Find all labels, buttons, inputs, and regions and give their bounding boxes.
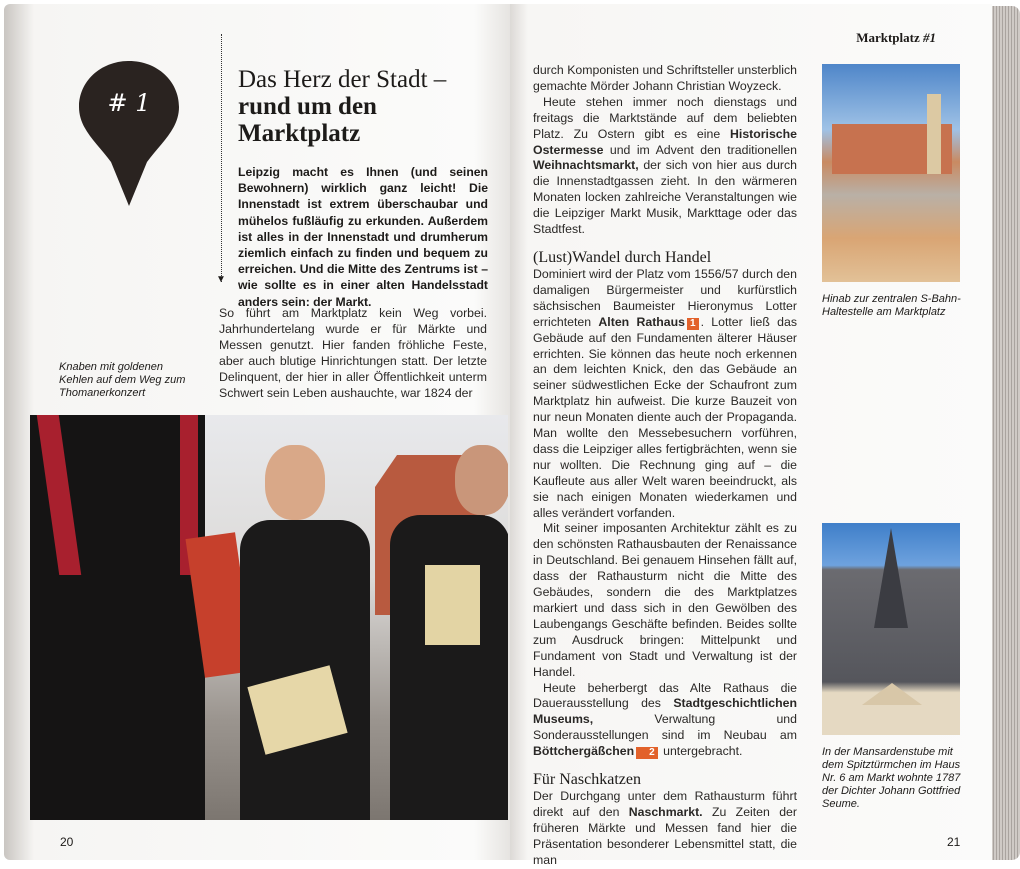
page-number-right: 21 [947,835,961,849]
map-marker-2: 2 [636,747,658,759]
subheading: Für Naschkatzen [533,771,641,789]
right-page [510,4,992,867]
running-head: Marktplatz #1 [856,30,936,45]
chapter-pin-icon [79,61,179,206]
page-number-left: 20 [60,835,74,849]
arrow-down-icon: ▼ [216,274,226,285]
body-text-right: durch Komponisten und Schriftsteller unsterblich gemachte Mörder Johann Christian Woyzeck. Heute stehen immer noch dienstags und freitags die Marktstände auf dem beliebten Platz. Zu Ostern gibt es eine Historische Ostermesse und im Advent den traditionellen Weihnachtsmarkt, der sich von hier aus durch die Innenstadtgassen zieht. In den wärmeren Monaten locken zahlreiche Veranstaltungen wie die Leipziger Markt Musik, Markttage oder das Stadtfest. (Lust)Wandel durch Handel Dominiert wird der Platz vom 1556/57 durch den damaligen Bürgermeister und kurfürstlich sächsischen Baumeister Hieronymus Lotter errichteten Alten Rathaus 1 . Lotter ließ das Gebäude auf den Fundamenten älterer Häuser errichten. Sie können das heute noch erkennen an dem leichten Knick, den das Gebäude an seiner südwestlichen Ecke der Schaufront zum Marktplatz hin aufweist. Die kurze Bauzeit von nur neun Monaten diente auch der Propaganda. Man wollte den Messebesuchern vorführen, dass die Leipziger alles fertigbrächten, wenn sie nur wollten. Die Rechnung ging auf – die Kaufleute aus aller Welt waren beeindruckt, als sie nach einigen Monaten wiederkamen und alles verändert vorfanden. Mit seiner imposanten Architektur zählt es zu den schönsten Rathausbauten der Renaissance in Deutschland. Bei genauem Hinsehen fällt auf, dass der Rathausturm nicht die Mitte des Gebäudes, sondern die des Marktplatzes markiert und dass sich in den Gewölben des Laubengangs Geschäfte befinden. Beides sollte zum Ausdruck bringen: Mittelpunkt und Fundament von Stadt und Verwaltung ist der Handel. Heute beherbergt das Alte Rathaus die Dauerausstellung des Stadtgeschichtlichen Museums, Verwaltung und Sonderausstellungen sind im Neubau am Böttchergäßchen 2 untergebracht. Für Naschkatzen Der Durchgang unter dem Rathausturm führt direkt auf den Naschmarkt. Zu Zeiten der früheren Märkte und Messen fand hier die Präsentation besonderer Lebensmittel statt, die man [533,63,797,867]
photo-caption: In der Mansardenstube mit dem Spitztürmchen im Haus Nr. 6 am Markt wohnte 1787 der Dichter Johann Gottfried Seume. [822,746,961,810]
subheading: (Lust)Wandel durch Handel [533,248,712,266]
chapter-title: Das Herz der Stadt – rund um den Marktplatz [238,66,447,147]
photo-old-town-hall [822,64,960,282]
chapter-number: # 1 [107,89,151,117]
photo-house-no-6 [822,523,960,735]
photo-choir-boys [30,415,508,820]
dotted-line [221,34,222,282]
map-marker-1: 1 [687,318,699,330]
photo-caption: Hinab zur zentralen S-Bahn-Haltestelle am Marktplatz [822,293,961,318]
photo-caption: Knaben mit goldenen Kehlen auf dem Weg zum Thomanerkonzert [59,361,186,399]
page-edges [988,6,1020,860]
left-page [4,4,510,860]
body-text-left: So führt am Marktplatz kein Weg vorbei. Jahrhundertelang wurde er für Märkte und Messen genutzt. Hier fanden fröhliche Feste, aber auch blutige Hinrichtungen statt. Der letzte Delinquent, der hier in aller Öffentlichkeit unterm Schwert sein Leben aushauchte, war 1824 der [219,306,487,400]
lead-paragraph: Leipzig macht es Ihnen (und seinen Bewohnern) wirklich ganz leicht! Die Innenstadt ist extrem überschaubar und mühelos fußläufig zu erkunden. Außerdem ist alles in der Innenstadt und drumherum ziemlich einfach zu finden und bequem zu erreichen. Und die Mitte des Zentrums ist – wie sollte es in einer alten Handelsstadt anders sein: der Markt. [238,165,488,309]
